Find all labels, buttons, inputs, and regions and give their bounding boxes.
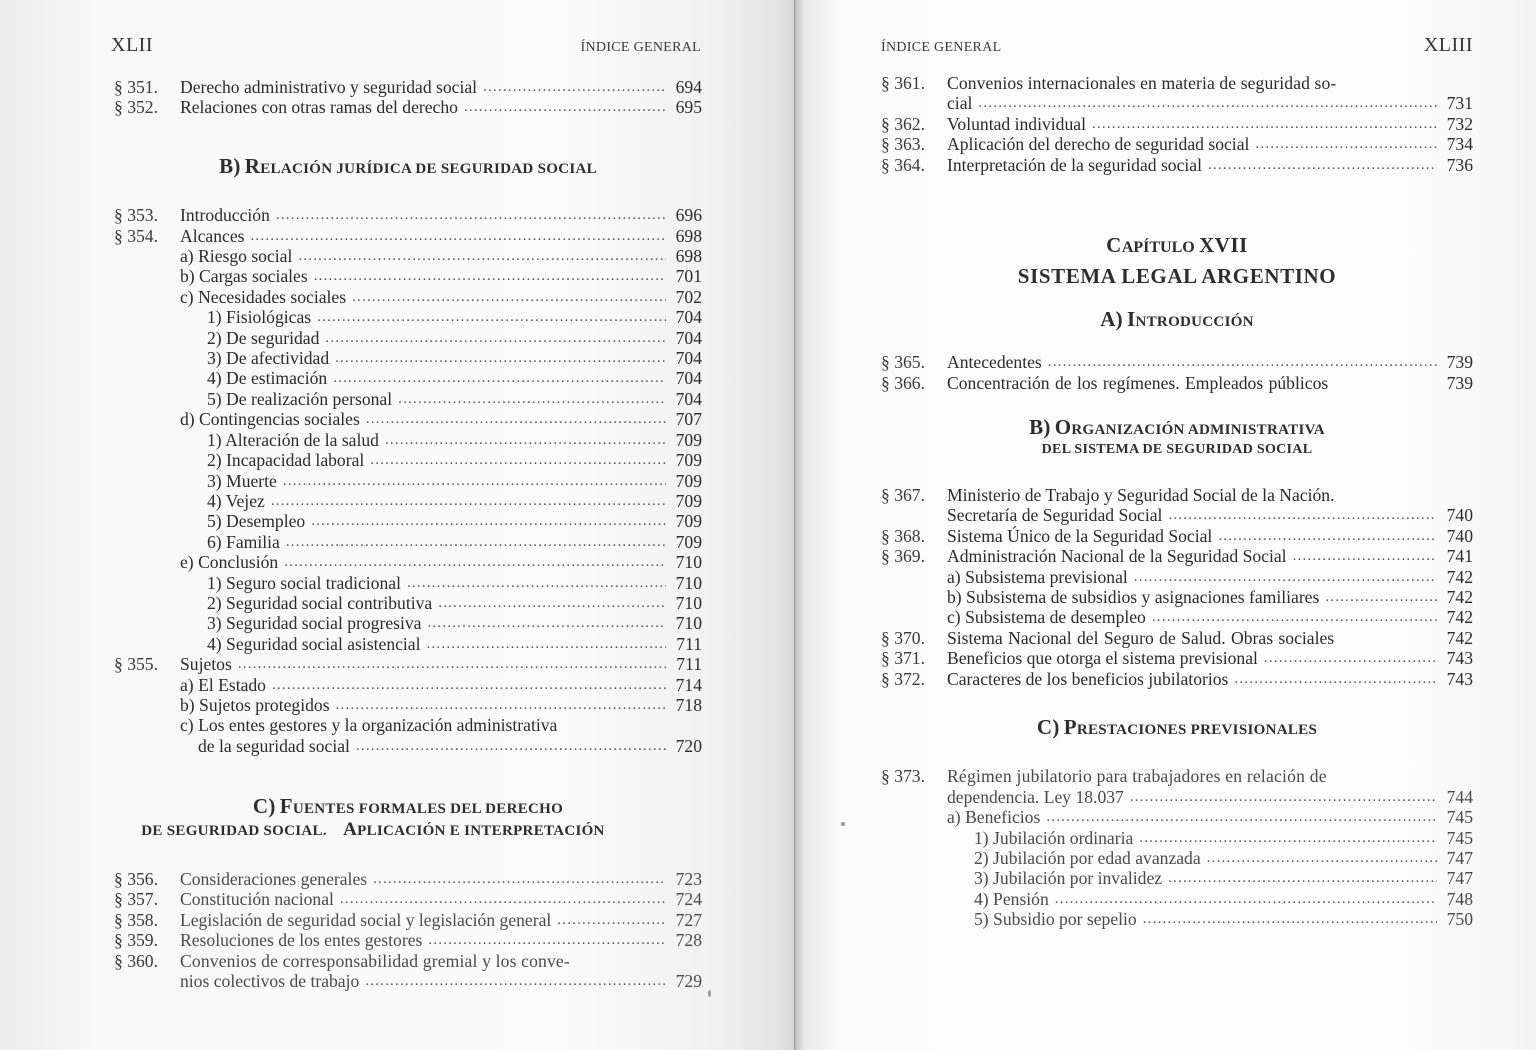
- entry-label: a) El Estado: [180, 674, 266, 695]
- entry-label: Legislación de seguridad social y legislación general: [180, 909, 552, 930]
- entry-label-line1: Convenios de corresponsabilidad gremial y los conve-: [180, 950, 570, 971]
- dot-leader: [335, 348, 666, 368]
- page-number: 728: [675, 930, 702, 951]
- page-number: 709: [675, 450, 702, 471]
- section-b-entries: [114, 205, 702, 715]
- dot-leader: [1293, 546, 1437, 566]
- toc-entry: [114, 511, 702, 531]
- page-number: 711: [676, 654, 702, 675]
- dot-leader: [286, 532, 666, 552]
- dot-leader: [1134, 567, 1437, 587]
- toc-entry: [114, 471, 702, 491]
- toc-entry: [114, 613, 702, 633]
- toc-entry: [881, 648, 1473, 668]
- page-number: 704: [675, 327, 702, 348]
- entry-label: 2) Seguridad social contributiva: [207, 592, 433, 613]
- right-running-head: [881, 34, 1473, 54]
- entry-label: Concentración de los regímenes. Empleados públicos: [947, 372, 1329, 393]
- page-number: 704: [675, 388, 702, 409]
- page-number: 740: [1446, 505, 1473, 526]
- entry-label: 2) De seguridad: [207, 327, 320, 348]
- page-number: 742: [1446, 586, 1473, 607]
- toc-entry: [114, 910, 702, 930]
- entry-label: Sujetos: [180, 654, 232, 675]
- toc-entry: [114, 654, 702, 674]
- toc-entry: [114, 491, 702, 511]
- section-heading-b: B) ORGANIZACIÓN ADMINISTRATIVA DEL SISTEMA DE SEGURIDAD SOCIAL: [1029, 415, 1325, 458]
- section-number: § 368.: [881, 525, 925, 546]
- section-number: § 370.: [881, 627, 925, 648]
- toc-entry: [114, 675, 702, 695]
- page-number: 734: [1446, 134, 1473, 155]
- page-number: 709: [675, 429, 702, 450]
- dot-leader: [1255, 134, 1437, 154]
- dot-leader: [427, 613, 666, 633]
- page-number: 743: [1446, 668, 1473, 689]
- paper-speck: [841, 822, 845, 826]
- page-number: 696: [675, 205, 702, 226]
- section-number: § 364.: [881, 154, 925, 175]
- dot-leader: [366, 409, 666, 429]
- page-number: 720: [675, 735, 702, 756]
- toc-entry: [114, 573, 702, 593]
- entry-label: 1) Seguro social tradicional: [207, 572, 401, 593]
- dot-leader: [978, 93, 1437, 113]
- entry-label: Sistema Nacional del Seguro de Salud. Obras sociales: [947, 627, 1335, 648]
- entry-label: 5) Subsidio por sepelio: [974, 909, 1137, 930]
- page-number: 727: [675, 909, 702, 930]
- section-number: § 367.: [881, 484, 925, 505]
- entry-label: Resoluciones de los entes gestores: [180, 930, 423, 951]
- entry-label: 4) Pensión: [974, 888, 1049, 909]
- page-number: 709: [675, 531, 702, 552]
- dot-leader: [398, 389, 666, 409]
- toc-entry: [114, 889, 702, 909]
- entry-label-line1: c) Los entes gestores y la organización administrativa: [180, 715, 558, 736]
- toc-entry: [114, 348, 702, 368]
- dot-leader: [314, 266, 666, 286]
- section-heading-c: C) FUENTES FORMALES DEL DERECHO DE SEGURIDAD SOCIAL. APLICACIÓN E INTERPRETACIÓN: [141, 794, 605, 840]
- toc-entry-multiline: [881, 766, 1473, 807]
- entry-label: 5) De realización personal: [207, 388, 393, 409]
- toc-entry: [881, 828, 1473, 848]
- entry-label: a) Subsistema previsional: [947, 566, 1128, 587]
- entry-label: b) Sujetos protegidos: [180, 694, 330, 715]
- toc-entry: [114, 634, 702, 654]
- page-number: 710: [675, 572, 702, 593]
- left-running-head: [111, 34, 701, 54]
- page-number: 739: [1446, 372, 1473, 393]
- entry-label-line1: Régimen jubilatorio para trabajadores en relación de: [947, 766, 1327, 787]
- toc-entry: [881, 352, 1473, 372]
- entry-label-line2: de la seguridad social: [198, 735, 350, 756]
- entry-label: Administración Nacional de la Seguridad Social: [947, 546, 1287, 567]
- dot-leader: [352, 287, 666, 307]
- entry-label: 5) Desempleo: [207, 511, 306, 532]
- toc-entry: [881, 155, 1473, 175]
- section-number: § 356.: [114, 869, 158, 889]
- dot-leader: [1208, 155, 1437, 175]
- toc-entry: [114, 287, 702, 307]
- page-number: 710: [675, 613, 702, 634]
- toc-entry: [881, 526, 1473, 546]
- page-number: 710: [675, 592, 702, 613]
- section-number: § 371.: [881, 648, 925, 669]
- toc-entry: [114, 930, 702, 950]
- section-number: § 363.: [881, 134, 925, 155]
- toc-entry: [881, 848, 1473, 868]
- page-number: 698: [675, 246, 702, 267]
- section-heading-c: C) PRESTACIONES PREVISIONALES: [1036, 714, 1318, 739]
- dot-leader: [1325, 587, 1437, 607]
- dot-leader: [438, 593, 666, 613]
- page-number: 748: [1446, 888, 1473, 909]
- entry-label: 4) Vejez: [207, 490, 265, 511]
- page-number: 709: [675, 490, 702, 511]
- page-number: 698: [675, 225, 702, 246]
- entry-label: c) Necesidades sociales: [180, 286, 347, 307]
- entry-label: d) Contingencias sociales: [180, 409, 360, 430]
- entry-label: 2) Jubilación por edad avanzada: [974, 847, 1201, 868]
- page-number: 694: [675, 77, 702, 97]
- page-number: 745: [1446, 807, 1473, 828]
- page-number: 740: [1446, 525, 1473, 546]
- entry-label: Antecedentes: [947, 352, 1042, 373]
- page-number: 747: [1446, 847, 1473, 868]
- left-toc: [114, 77, 702, 991]
- dot-leader: [1092, 114, 1437, 134]
- page-folio: XLIII: [1423, 34, 1473, 56]
- section-c-entries: [114, 869, 702, 951]
- entry-label: 1) Jubilación ordinaria: [974, 827, 1134, 848]
- entry-label: Voluntad individual: [947, 113, 1086, 134]
- dot-leader: [336, 695, 666, 715]
- toc-entry: [114, 389, 702, 409]
- dot-leader: [311, 511, 666, 531]
- entry-label: 3) Jubilación por invalidez: [974, 868, 1163, 889]
- dot-leader: [1055, 889, 1437, 909]
- entry-label: Sistema Único de la Seguridad Social: [947, 525, 1213, 546]
- dot-leader: [340, 889, 666, 909]
- toc-entry: [114, 409, 702, 429]
- right-page: [795, 0, 1536, 1050]
- toc-entry: [881, 567, 1473, 587]
- page-number: 743: [1446, 648, 1473, 669]
- toc-entry-multiline: [114, 951, 702, 992]
- page-number: 709: [675, 470, 702, 491]
- toc-entry: [114, 593, 702, 613]
- dot-leader: [1048, 352, 1437, 372]
- entry-label: Interpretación de la seguridad social: [947, 154, 1202, 175]
- page-number: 707: [675, 409, 702, 430]
- dot-leader: [317, 307, 666, 327]
- dot-leader: [1152, 607, 1437, 627]
- page-number: 744: [1446, 786, 1473, 807]
- toc-entry: [881, 628, 1473, 648]
- section-number: § 353.: [114, 205, 158, 226]
- section-b-entries: [881, 526, 1473, 689]
- entry-label: 6) Familia: [207, 531, 280, 552]
- toc-entry: [114, 368, 702, 388]
- dot-leader: [1264, 648, 1437, 668]
- section-number: § 361.: [881, 73, 925, 93]
- dot-leader: [272, 675, 666, 695]
- toc-entry: [114, 430, 702, 450]
- dot-leader: [427, 634, 666, 654]
- dot-leader: [428, 930, 666, 950]
- page-number: 742: [1446, 607, 1473, 628]
- section-a-entries: [881, 352, 1473, 393]
- entry-label: 1) Alteración de la salud: [207, 429, 379, 450]
- page-number: 745: [1446, 827, 1473, 848]
- section-number: § 362.: [881, 113, 925, 134]
- toc-entry: [114, 77, 702, 97]
- entry-label: Alcances: [180, 225, 245, 246]
- page-number: 704: [675, 307, 702, 328]
- entry-label-line2: dependencia. Ley 18.037: [947, 786, 1124, 807]
- dot-leader: [325, 328, 666, 348]
- page-folio: XLII: [111, 34, 153, 56]
- toc-entry: [114, 226, 702, 246]
- right-toc: [881, 73, 1473, 930]
- toc-entry: [881, 587, 1473, 607]
- section-heading-a: A) INTRODUCCIÓN: [1100, 306, 1254, 331]
- page-number: 695: [675, 97, 702, 118]
- entry-label: 3) Seguridad social progresiva: [207, 613, 422, 634]
- chapter-title: SISTEMA LEGAL ARGENTINO: [1017, 264, 1337, 289]
- toc-entry: [881, 909, 1473, 929]
- page-number: 741: [1446, 546, 1473, 567]
- section-number: § 373.: [881, 766, 925, 787]
- entry-label: Aplicación del derecho de seguridad social: [947, 134, 1250, 155]
- toc-entry: [114, 246, 702, 266]
- running-title: ÍNDICE GENERAL: [881, 40, 1002, 55]
- entry-label: a) Beneficios: [947, 807, 1041, 828]
- toc-entry: [114, 266, 702, 286]
- toc-entry: [881, 807, 1473, 827]
- page-number: 704: [675, 368, 702, 389]
- entry-label: Caracteres de los beneficios jubilatorios: [947, 668, 1229, 689]
- toc-entry: [114, 97, 702, 117]
- right-top-entries: [881, 114, 1473, 175]
- dot-leader: [356, 736, 666, 756]
- page-number: 724: [675, 889, 702, 910]
- toc-entry: [881, 114, 1473, 134]
- section-number: § 355.: [114, 654, 158, 675]
- entry-label: 4) De estimación: [207, 368, 328, 389]
- page-number: 723: [675, 869, 702, 889]
- dot-leader: [407, 573, 666, 593]
- dot-leader: [1130, 787, 1437, 807]
- page-number: 729: [675, 971, 702, 992]
- dot-leader: [1207, 848, 1437, 868]
- entry-label-line2: nios colectivos de trabajo: [180, 971, 360, 992]
- toc-entry: [881, 546, 1473, 566]
- toc-entry: [114, 532, 702, 552]
- page-number: 714: [675, 674, 702, 695]
- toc-entry-multiline: [881, 73, 1473, 114]
- page-number: 732: [1446, 113, 1473, 134]
- running-title: ÍNDICE GENERAL: [580, 40, 701, 55]
- dot-leader: [1046, 807, 1437, 827]
- entry-label: Constitución nacional: [180, 889, 334, 910]
- toc-entry: [114, 695, 702, 715]
- entry-label: c) Subsistema de desempleo: [947, 607, 1146, 628]
- entry-label: Introducción: [180, 205, 270, 226]
- page-number: 731: [1446, 93, 1473, 114]
- dot-leader: [1234, 669, 1437, 689]
- entry-label-line2: Secretaría de Seguridad Social: [947, 505, 1163, 526]
- dot-leader: [1218, 526, 1437, 546]
- section-number: § 351.: [114, 77, 158, 97]
- toc-entry: [114, 869, 702, 889]
- page-number: 711: [676, 633, 702, 654]
- toc-entry: [114, 307, 702, 327]
- section-number: § 352.: [114, 97, 158, 118]
- page-number: 701: [675, 266, 702, 287]
- dot-leader: [1168, 868, 1437, 888]
- dot-leader: [276, 205, 666, 225]
- toc-entry: [114, 552, 702, 572]
- page-number: 710: [675, 552, 702, 573]
- paper-speck: [708, 990, 711, 997]
- section-number: § 357.: [114, 889, 158, 910]
- dot-leader: [464, 97, 666, 117]
- dot-leader: [385, 430, 666, 450]
- dot-leader: [1168, 505, 1437, 525]
- entry-label: 3) De afectividad: [207, 348, 330, 369]
- dot-leader: [1139, 828, 1437, 848]
- toc-entry: [881, 868, 1473, 888]
- dot-leader: [373, 869, 666, 889]
- page-number: 747: [1446, 868, 1473, 889]
- dot-leader: [298, 246, 666, 266]
- dot-leader: [238, 654, 666, 674]
- toc-entry: [114, 205, 702, 225]
- dot-leader: [250, 226, 666, 246]
- dot-leader: [271, 491, 666, 511]
- toc-entry: [114, 450, 702, 470]
- toc-entry: [881, 607, 1473, 627]
- toc-entry: [881, 669, 1473, 689]
- section-c-entries: [881, 807, 1473, 929]
- entry-label: 4) Seguridad social asistencial: [207, 633, 421, 654]
- entry-label-line1: Ministerio de Trabajo y Seguridad Social de la Nación.: [947, 484, 1335, 505]
- entry-label: Beneficios que otorga el sistema previsional: [947, 648, 1258, 669]
- page-number: 718: [675, 694, 702, 715]
- entry-label: 2) Incapacidad laboral: [207, 450, 365, 471]
- section-number: § 369.: [881, 546, 925, 567]
- toc-entry: [881, 134, 1473, 154]
- dot-leader: [333, 368, 666, 388]
- entry-label-line1: Convenios internacionales en materia de seguridad so-: [947, 73, 1337, 93]
- page-number: 739: [1446, 352, 1473, 373]
- page-number: 704: [675, 348, 702, 369]
- entry-label: a) Riesgo social: [180, 246, 293, 267]
- toc-entry: [114, 328, 702, 348]
- toc-entry: [881, 889, 1473, 909]
- section-number: § 358.: [114, 909, 158, 930]
- toc-entry: [881, 373, 1473, 393]
- section-number: § 365.: [881, 352, 925, 373]
- section-number: § 359.: [114, 930, 158, 951]
- toc-entry-multiline: [881, 485, 1473, 526]
- entry-label: b) Subsistema de subsidios y asignaciones familiares: [947, 586, 1320, 607]
- section-number: § 360.: [114, 950, 158, 971]
- page-number: 742: [1446, 566, 1473, 587]
- toc-entry-multiline: [114, 715, 702, 756]
- page-number: 742: [1446, 627, 1473, 648]
- entry-label: Relaciones con otras ramas del derecho: [180, 97, 458, 118]
- page-number: 750: [1446, 909, 1473, 930]
- section-number: § 366.: [881, 372, 925, 393]
- chapter-label: CAPÍTULO XVII: [1106, 233, 1248, 258]
- entry-label: 3) Muerte: [207, 470, 277, 491]
- dot-leader: [1143, 909, 1437, 929]
- section-number: § 354.: [114, 225, 158, 246]
- entry-label: 1) Fisiológicas: [207, 307, 312, 328]
- dot-leader: [284, 552, 666, 572]
- section-number: § 372.: [881, 668, 925, 689]
- dot-leader: [557, 910, 666, 930]
- entry-label-line2: cial: [947, 93, 973, 114]
- dot-leader: [483, 77, 666, 97]
- section-heading-b: B) RELACIÓN JURÍDICA DE SEGURIDAD SOCIAL: [219, 153, 597, 178]
- dot-leader: [370, 450, 666, 470]
- dot-leader: [283, 471, 666, 491]
- entry-label: Consideraciones generales: [180, 869, 368, 889]
- page-number: 709: [675, 511, 702, 532]
- entry-label: b) Cargas sociales: [180, 266, 308, 287]
- page-number: 702: [675, 286, 702, 307]
- entry-label: e) Conclusión: [180, 552, 279, 573]
- entry-label: Derecho administrativo y seguridad social: [180, 77, 478, 97]
- dot-leader: [365, 971, 666, 991]
- page-number: 736: [1446, 154, 1473, 175]
